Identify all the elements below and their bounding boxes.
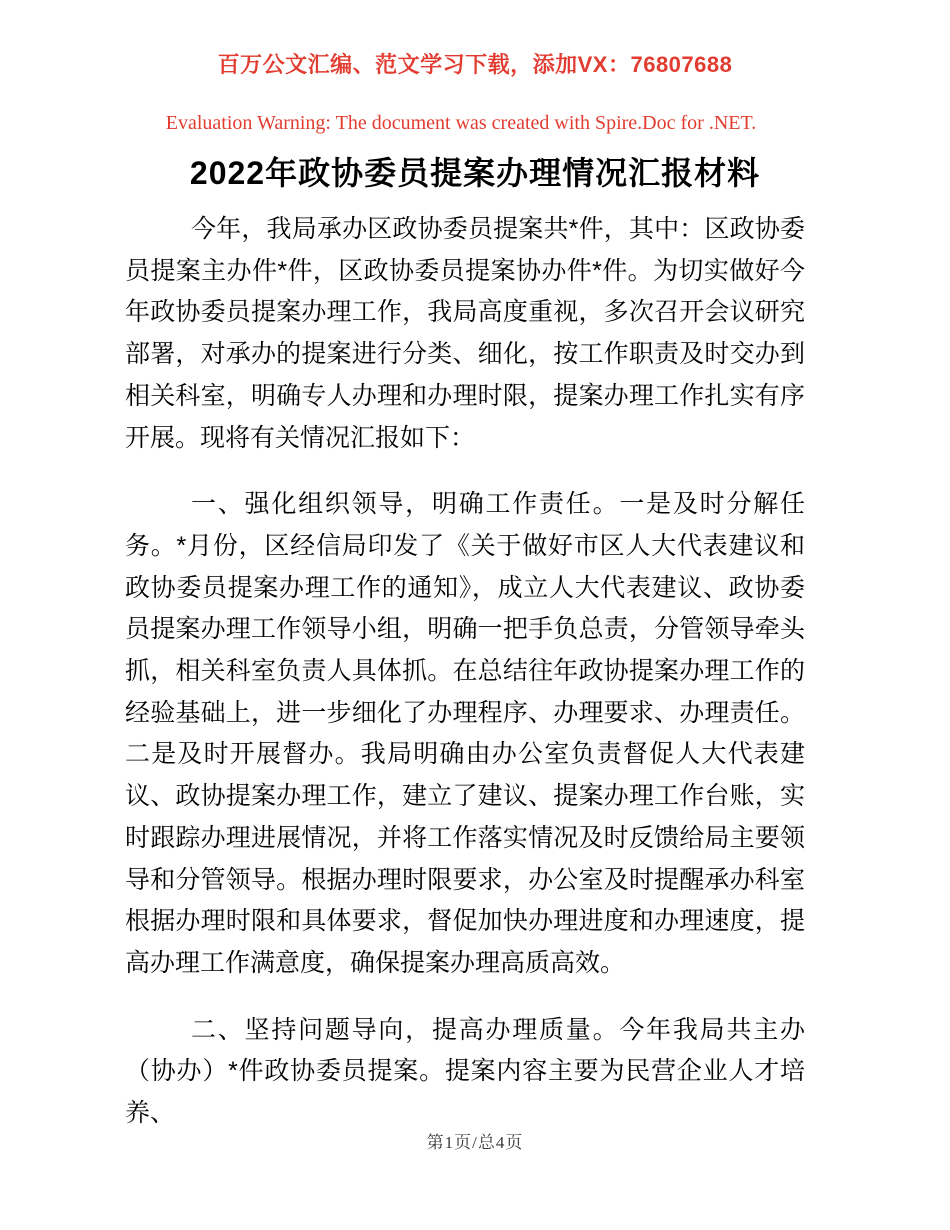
promo-banner: 百万公文汇编、范文学习下载，添加VX：76807688 — [217, 52, 733, 77]
paragraph: 一、强化组织领导，明确工作责任。一是及时分解任务。*月份，区经信局印发了《关于做好市区人大代表建议和政协委员提案办理工作的通知》，成立人大代表建议、政协委员提案办理工作领导小组，明确一把手负总责，分管领导牵头抓，相关科室负责人具体抓。在总结往年政协提案办理工作的经验基础上，进一步细化了办理程序、办理要求、办理责任。二是及时开展督办。我局明确由办公室负责督促人大代表建议、政协提案办理工作，建立了建议、提案办理工作台账，实时跟踪办理进展情况，并将工作落实情况及时反馈给局主要领导和分管领导。根据办理时限要求，办公室及时提醒承办科室根据办理时限和具体要求，督促加快办理进度和办理速度，提高办理工作满意度，确保提案办理高质高效。 — [125, 490, 805, 977]
document-body — [125, 209, 805, 1135]
page-number-indicator: 第1页/总4页 — [426, 1133, 524, 1152]
page-title: 2022年政协委员提案办理情况汇报材料 — [189, 155, 761, 191]
paragraph: 二、坚持问题导向，提高办理质量。今年我局共主办（协办）*件政协委员提案。提案内容主要为民营企业人才培养、 — [125, 1015, 805, 1128]
evaluation-warning: Evaluation Warning: The document was created with Spire.Doc for .NET. — [165, 112, 757, 134]
paragraph: 今年，我局承办区政协委员提案共*件，其中：区政协委员提案主办件*件，区政协委员提案协办件*件。为切实做好今年政协委员提案办理工作，我局高度重视，多次召开会议研究部署，对承办的提案进行分类、细化，按工作职责及时交办到相关科室，明确专人办理和办理时限，提案办理工作扎实有序开展。现将有关情况汇报如下： — [125, 215, 805, 452]
